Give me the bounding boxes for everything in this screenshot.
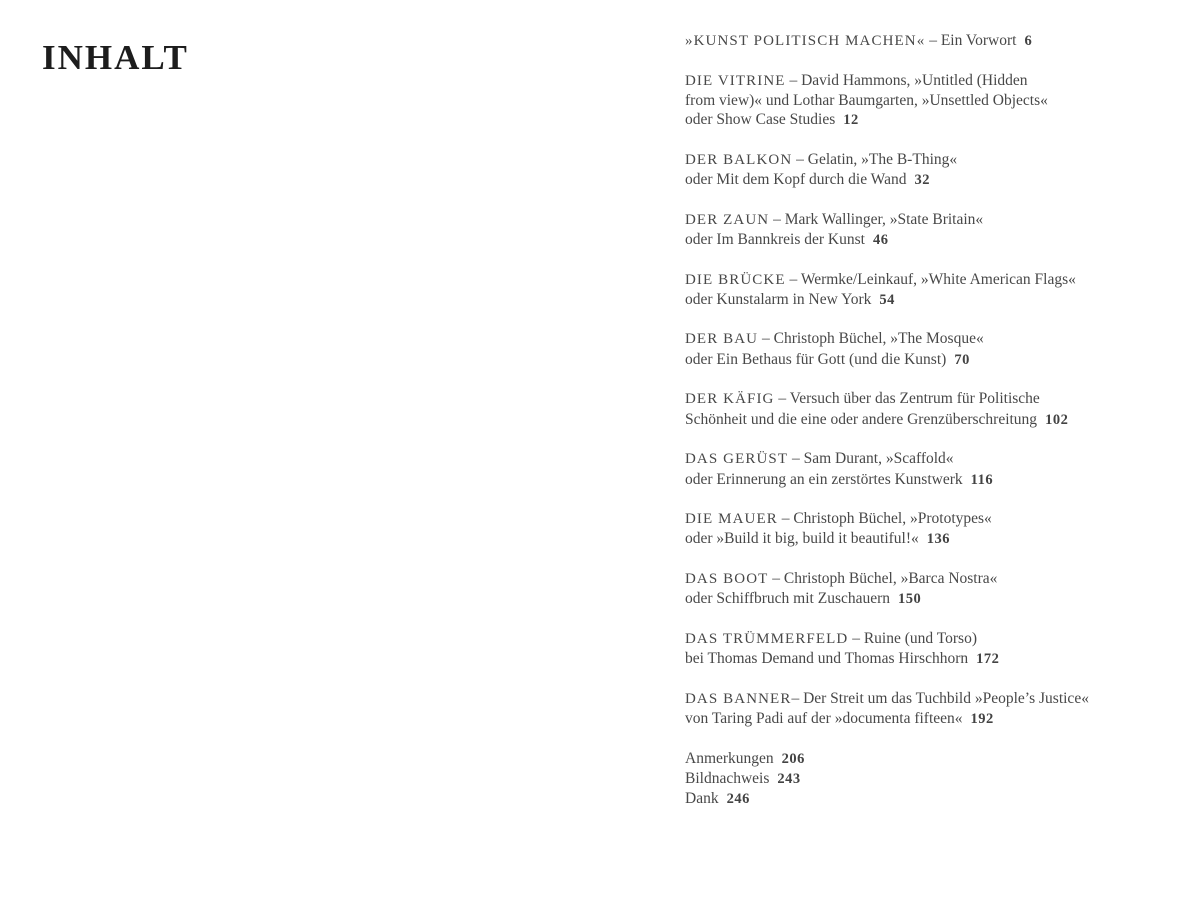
toc-line — [685, 709, 1125, 729]
toc-line-text: Dank — [685, 790, 719, 808]
toc-line — [685, 769, 1125, 789]
toc-line-text: oder Mit dem Kopf durch die Wand — [685, 171, 907, 189]
toc-line — [685, 509, 1125, 529]
toc-chapter-label: DAS BOOT — [685, 571, 769, 588]
toc-chapter-label: DAS BANNER — [685, 690, 792, 707]
toc-entry — [685, 31, 1125, 51]
toc-line — [685, 329, 1125, 349]
toc-chapter-label: DER KÄFIG — [685, 391, 775, 408]
toc-entry — [685, 689, 1125, 730]
toc-line-text: oder »Build it big, build it beautiful!« — [685, 530, 919, 548]
toc-line-text: – Ruine (und Torso) — [848, 629, 977, 647]
toc-line — [685, 31, 1125, 51]
toc-page-number: 246 — [726, 791, 750, 808]
toc-line — [685, 689, 1125, 709]
toc-line — [685, 210, 1125, 230]
toc-line-text: bei Thomas Demand und Thomas Hirschhorn — [685, 650, 969, 668]
toc-entry — [685, 210, 1125, 251]
toc-line — [685, 230, 1125, 250]
toc-line — [685, 91, 1125, 110]
toc-line — [685, 170, 1125, 190]
toc-line-text: – Wermke/Leinkauf, »White American Flags« — [785, 270, 1076, 288]
toc-page-number: 150 — [898, 591, 922, 608]
toc-line — [685, 350, 1125, 370]
toc-chapter-label: »KUNST POLITISCH MACHEN« — [685, 33, 926, 49]
toc-entry — [685, 71, 1125, 131]
toc-line-text: – Gelatin, »The B-Thing« — [792, 150, 958, 168]
toc-line — [685, 290, 1125, 310]
toc-line-text: from view)« und Lothar Baumgarten, »Unsettled Objects« — [685, 91, 1048, 109]
toc-line-text: – Christoph Büchel, »Barca Nostra« — [768, 570, 998, 588]
toc-chapter-label: DIE BRÜCKE — [685, 271, 786, 288]
toc-line — [685, 649, 1125, 669]
toc-entry — [685, 389, 1125, 430]
toc-chapter-label: DIE VITRINE — [685, 72, 786, 89]
toc-page-number: 206 — [781, 750, 805, 767]
toc-line-text: oder Im Bannkreis der Kunst — [685, 230, 865, 248]
toc-line — [685, 71, 1125, 91]
toc-line-text: – David Hammons, »Untitled (Hidden — [785, 71, 1028, 89]
toc-line — [685, 629, 1125, 649]
toc-page-number: 102 — [1045, 411, 1069, 428]
toc-line — [685, 449, 1125, 469]
toc-line-text: oder Schiffbruch mit Zuschauern — [685, 590, 891, 608]
toc-line-text: – Sam Durant, »Scaffold« — [788, 450, 954, 468]
toc-entry — [685, 449, 1125, 490]
toc-page-number: 70 — [954, 351, 970, 368]
toc-line-text: – Mark Wallinger, »State Britain« — [769, 210, 984, 228]
toc-line-text: – Christoph Büchel, »The Mosque« — [758, 330, 984, 348]
toc-line-text: – Christoph Büchel, »Prototypes« — [777, 510, 992, 528]
toc-entry — [685, 270, 1125, 311]
page-title: INHALT — [42, 38, 189, 77]
toc-line — [685, 389, 1125, 409]
toc-entry — [685, 509, 1125, 550]
table-of-contents — [685, 31, 1125, 829]
toc-line-text: oder Erinnerung an ein zerstörtes Kunstwerk — [685, 470, 963, 488]
toc-page-number: 32 — [914, 172, 930, 189]
toc-line — [685, 589, 1125, 609]
toc-line — [685, 150, 1125, 170]
toc-chapter-label: DIE MAUER — [685, 511, 778, 528]
toc-page-number: 54 — [879, 291, 895, 308]
toc-line — [685, 110, 1125, 130]
toc-entry — [685, 749, 1125, 810]
toc-page-number: 192 — [970, 711, 994, 728]
toc-chapter-label: DAS GERÜST — [685, 451, 789, 468]
toc-page-number: 12 — [843, 112, 859, 129]
toc-chapter-label: DAS TRÜMMERFELD — [685, 630, 849, 647]
toc-line-text: Bildnachweis — [685, 769, 770, 787]
toc-line — [685, 569, 1125, 589]
toc-entry — [685, 329, 1125, 370]
toc-chapter-label: DER BALKON — [685, 151, 793, 168]
toc-page-number: 243 — [777, 770, 801, 787]
toc-page-number: 46 — [872, 231, 889, 248]
toc-line-text: von Taring Padi auf der »documenta fifteen« — [685, 710, 963, 728]
toc-page-number: 6 — [1024, 33, 1033, 49]
toc-line — [685, 789, 1125, 809]
toc-chapter-label: DER ZAUN — [685, 211, 770, 228]
toc-line-text: Schönheit und die eine oder andere Grenzüberschreitung — [685, 410, 1038, 428]
toc-line-text: oder Ein Bethaus für Gott (und die Kunst) — [685, 350, 947, 368]
toc-chapter-label: DER BAU — [685, 331, 759, 348]
toc-line — [685, 470, 1125, 490]
toc-page-number: 136 — [926, 531, 951, 548]
toc-line-text: Anmerkungen — [685, 749, 774, 767]
toc-line — [685, 529, 1125, 549]
toc-line-text: – Versuch über das Zentrum für Politische — [774, 390, 1040, 408]
toc-line-text: oder Kunstalarm in New York — [685, 290, 872, 308]
toc-line — [685, 270, 1125, 290]
toc-page-number: 172 — [976, 651, 1000, 668]
toc-line-text: – Der Streit um das Tuchbild »People’s Justice« — [791, 689, 1089, 707]
toc-entry — [685, 629, 1125, 670]
toc-entry — [685, 569, 1125, 610]
toc-page-number: 116 — [970, 471, 994, 488]
toc-line-text: – Ein Vorwort — [925, 32, 1017, 49]
toc-line — [685, 749, 1125, 769]
toc-entry — [685, 150, 1125, 191]
toc-line-text: oder Show Case Studies — [685, 111, 836, 129]
toc-line — [685, 410, 1125, 430]
